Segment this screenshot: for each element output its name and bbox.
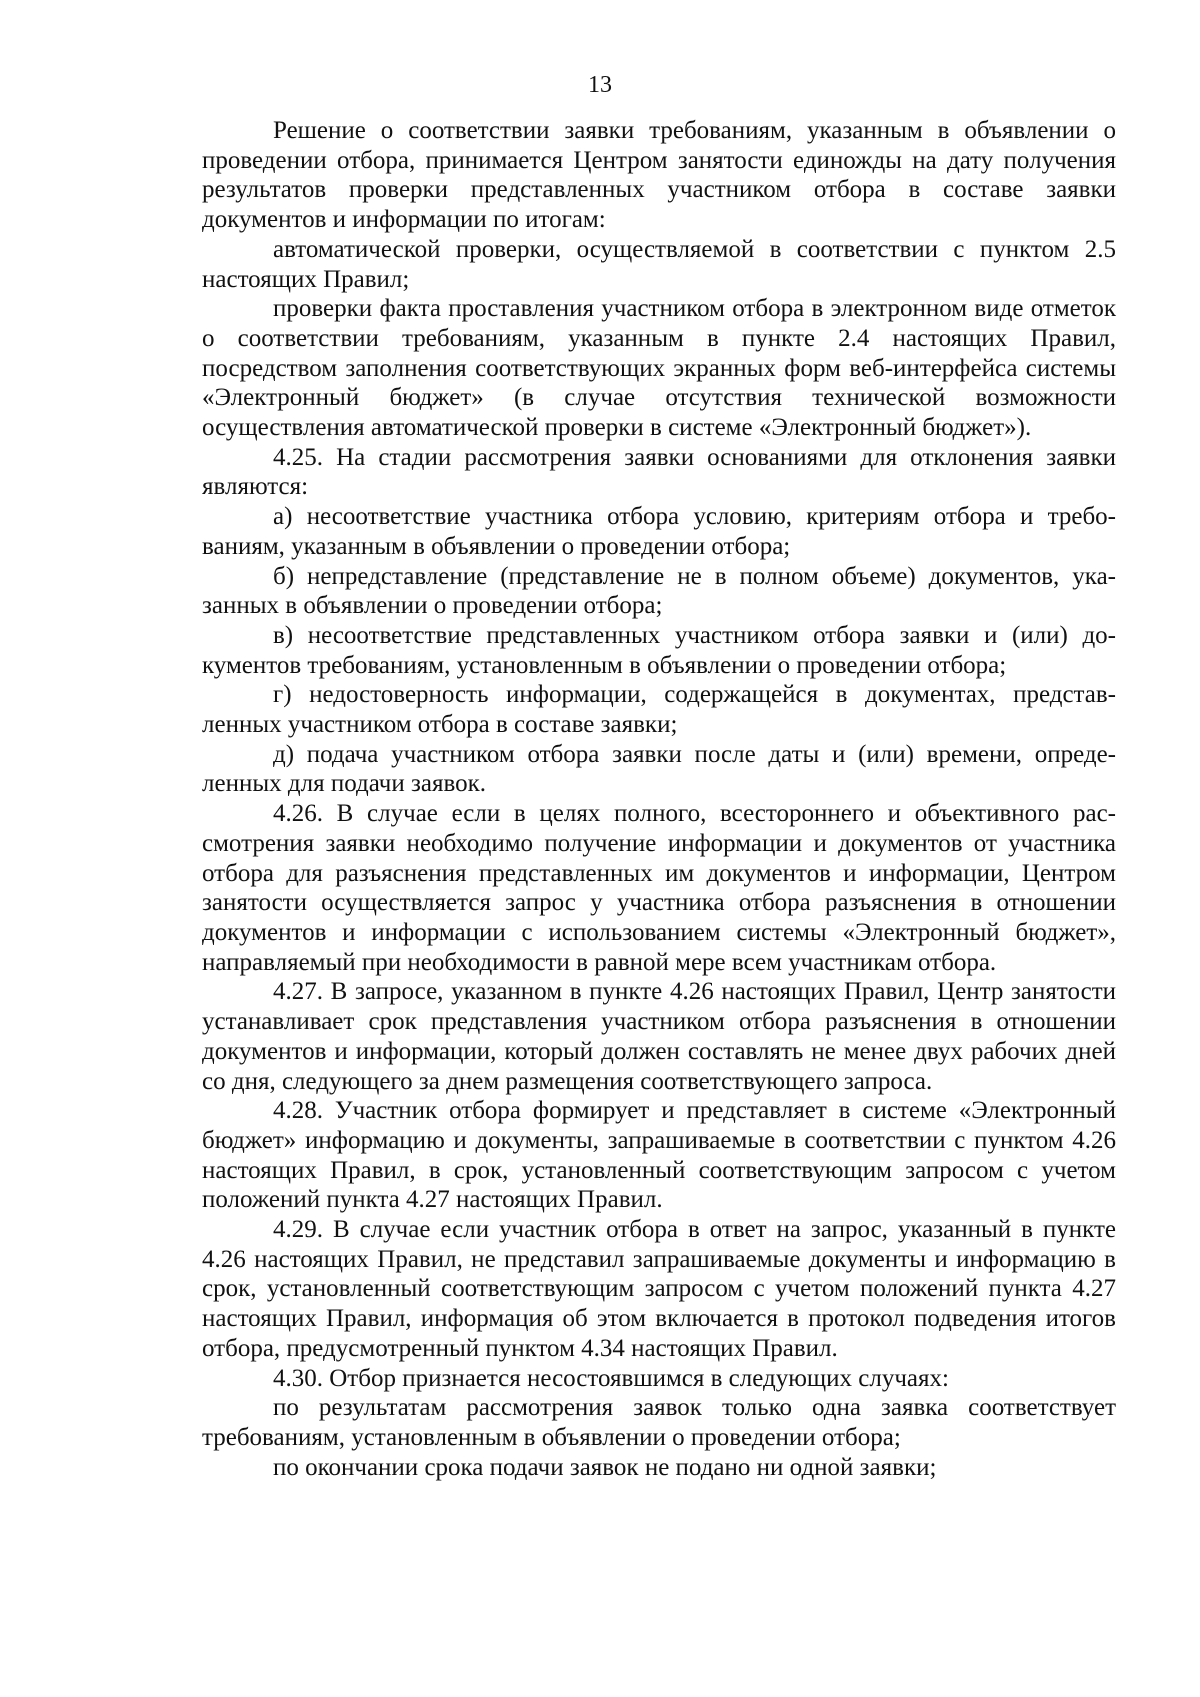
paragraph-4-25-a: а) несоответствие участника отбора условию, критериям отбора и требованиям, указанным в объявлении о проведении отбора; [202, 503, 1116, 560]
paragraph-manual-check: проверки факта проставления участником отбора в электронном виде отметок о соответствии требованиям, указанным в пункте 2.4 настоящих Правил, посредством заполнения соответствующих экранных форм веб-интерфейса системы «Электронный бюджет» (в случае отсутствия технической возможности осуществления автоматической проверки в системе «Электронный бюджет»). [202, 295, 1116, 442]
paragraph-4-30-case-one: по результатам рассмотрения заявок только одна заявка соответствует требованиям, установленным в объявлении о проведении отбора; [202, 1394, 1116, 1451]
paragraph-4-25-g: г) недостоверность информации, содержащейся в документах, представленных участником отбора в составе заявки; [202, 681, 1116, 739]
paragraph-4-25-d: д) подача участником отбора заявки после даты и (или) времени, определенных для подачи заявок. [202, 740, 1116, 798]
paragraph-4-29: 4.29. В случае если участник отбора в ответ на запрос, указанный в пункте 4.26 настоящих Правил, не представил запрашиваемые документы и информацию в срок, установленный соответствующим запросом с учетом положений пункта 4.27 настоящих Правил, информация об этом включается в протокол подведения итогов отбора, предусмотренный пунктом 4.34 настоящих Правил. [202, 1216, 1116, 1362]
document-body [202, 116, 1116, 1482]
paragraph-4-25-b: б) непредставление (представление не в полном объеме) документов, указанных в объявлении о проведении отбора; [202, 562, 1116, 620]
paragraph-4-25-v: в) несоответствие представленных участником отбора заявки и (или) документов требованиям, установленным в объявлении о проведении отбора; [202, 621, 1116, 679]
paragraph-4-28: 4.28. Участник отбора формирует и представляет в системе «Электронный бюджет» информацию и документы, запрашиваемые в соответствии с пунктом 4.26 настоящих Правил, в срок, установленный соответствующим запросом с учетом положений пункта 4.27 настоящих Правил. [202, 1097, 1116, 1214]
paragraph-4-25: 4.25. На стадии рассмотрения заявки основаниями для отклонения заявки являются: [202, 443, 1116, 501]
paragraph-4-26: 4.26. В случае если в целях полного, всестороннего и объективного рассмотрения заявки необходимо получение информации и документов от участника отбора для разъяснения представленных им документов и информации, Центром занятости осуществляется запрос у участника отбора разъяснения в отношении документов и информации с использованием системы «Электронный бюджет», направляемый при необходимости в равной мере всем участникам отбора. [202, 800, 1116, 976]
paragraph-decision: Решение о соответствии заявки требованиям, указанным в объявлении о проведении отбора, принимается Центром занятости единожды на дату получения результатов проверки представленных участником отбора в составе заявки документов и информации по итогам: [202, 117, 1116, 234]
paragraph-automatic-check: автоматической проверки, осуществляемой в соответствии с пунктом 2.5 настоящих Правил; [202, 235, 1116, 293]
paragraph-4-30: 4.30. Отбор признается несостоявшимся в следующих случаях: [273, 1364, 949, 1392]
paragraph-4-30-case-two: по окончании срока подачи заявок не подано ни одной заявки; [273, 1453, 937, 1481]
paragraph-4-27: 4.27. В запросе, указанном в пункте 4.26 настоящих Правил, Центр занятости устанавливает срок представления участником отбора разъяснения в отношении документов и информации, который должен составлять не менее двух рабочих дней со дня, следующего за днем размещения соответствующего запроса. [202, 978, 1116, 1095]
page-number: 13 [588, 72, 612, 98]
